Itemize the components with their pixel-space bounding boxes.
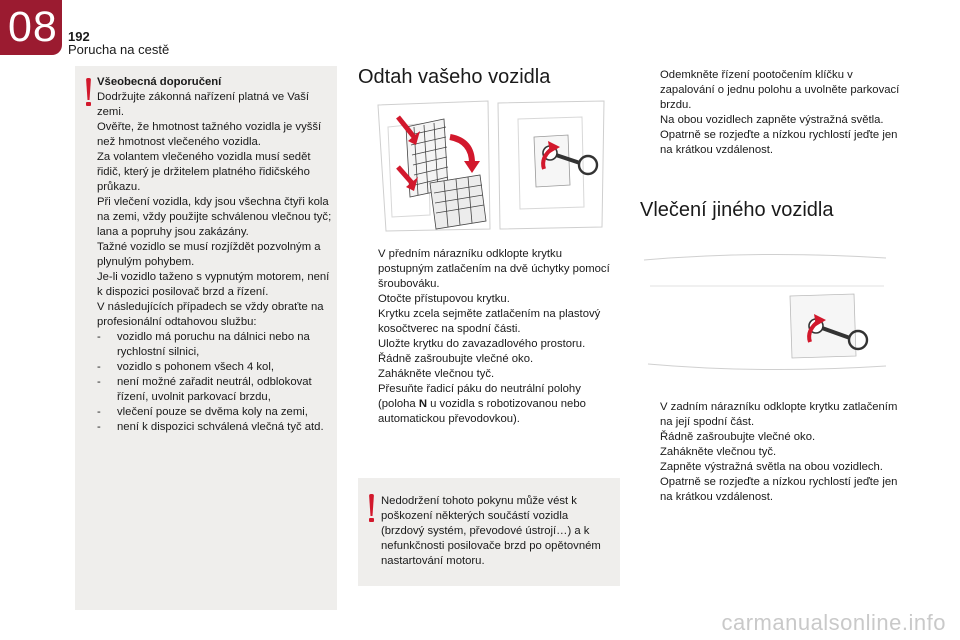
- recommendation-paragraph: Je-li vozidlo taženo s vypnutým motorem, není k dispozici posilovač brzd a řízení.: [97, 271, 330, 298]
- page-number: 192: [68, 29, 90, 44]
- dash-list-item: - není k dispozici schválená vlečná tyč atd.: [97, 421, 324, 433]
- warning-note-text: Nedodržení tohoto pokynu může vést k poškození některých součástí vozidla (brzdový systém, převodové ústrojí…) a k nefunkčnosti posilovače brzd po opětovném nastartování motoru.: [381, 495, 601, 567]
- step-item: Otočte přístupovou krytku.: [378, 293, 510, 305]
- step-item: Zahákněte vlečnou tyč.: [660, 446, 777, 458]
- front-tow-eye-illustration: [368, 97, 610, 234]
- step-item: Řádně zašroubujte vlečné oko.: [660, 431, 816, 443]
- towing-own-title: Odtah vašeho vozidla: [358, 66, 551, 88]
- rear-tow-eye-illustration: [640, 246, 890, 376]
- step-item: Odemkněte řízení pootočením klíčku v zapalování o jednu polohu a uvolněte parkovací brzdu.: [660, 69, 900, 111]
- step-item: Zahákněte vlečnou tyč.: [378, 368, 495, 380]
- step-item: Opatrně se rozjeďte a nízkou rychlostí jeďte jen na krátkou vzdálenost.: [660, 129, 898, 156]
- dash-list-item: - není možné zařadit neutrál, odblokovat řízení, uvolnit parkovací brzdu,: [97, 376, 312, 403]
- step-item: Uložte krytku do zavazadlového prostoru.: [378, 338, 586, 350]
- general-recommendations-heading: Všeobecná doporučení: [97, 76, 222, 88]
- recommendation-paragraph: Tažné vozidlo se musí rozjíždět pozvolným a plynulým pohybem.: [97, 241, 321, 268]
- step-item: Zapněte výstražná světla na obou vozidlech.: [660, 461, 883, 473]
- step-item: V zadním nárazníku odklopte krytku zatlačením na její spodní část.: [660, 401, 898, 428]
- recommendation-paragraph: V následujících případech se vždy obraťte na profesionální odtahovou službu:: [97, 301, 324, 328]
- general-recommendations-text: [97, 75, 333, 435]
- towing-own-continued-steps: [640, 68, 902, 158]
- recommendation-paragraph: Dodržujte zákonná nařízení platná ve Vaší zemi.: [97, 91, 310, 118]
- watermark-text: carmanualsonline.info: [721, 610, 946, 635]
- chapter-tab: [0, 0, 62, 55]
- towing-other-steps: [640, 400, 902, 505]
- warning-exclamation-icon: [369, 494, 374, 522]
- warning-exclamation-icon: [86, 78, 91, 106]
- recommendation-paragraph: Při vlečení vozidla, kdy jsou všechna čtyři kola na zemi, vždy použijte schválenou vlečnou tyč; lana a popruhy jsou zakázány.: [97, 196, 332, 238]
- chapter-number: 08: [8, 3, 58, 51]
- step-item-gear: Přesuňte řadicí páku do neutrální polohy (poloha N u vozidla s robotizovanou nebo automatickou převodovkou).: [378, 383, 586, 425]
- towing-other-title: Vlečení jiného vozidla: [640, 199, 834, 221]
- dash-list-item: - vozidlo má poruchu na dálnici nebo na rychlostní silnici,: [97, 331, 310, 358]
- recommendation-paragraph: Ověřte, že hmotnost tažného vozidla je vyšší než hmotnost vlečeného vozidla.: [97, 121, 322, 148]
- step-item: Krytku zcela sejměte zatlačením na plastový kosočtverec na spodní části.: [378, 308, 601, 335]
- towing-own-steps: [358, 247, 620, 427]
- page-section-title: Porucha na cestě: [68, 42, 170, 57]
- step-item: Řádně zašroubujte vlečné oko.: [378, 353, 534, 365]
- recommendation-paragraph: Za volantem vlečeného vozidla musí sedět řidič, který je držitelem platného řidičského průkazu.: [97, 151, 311, 193]
- step-item: Na obou vozidlech zapněte výstražná světla.: [660, 114, 884, 126]
- dash-list-item: - vozidlo s pohonem všech 4 kol,: [97, 361, 274, 373]
- dash-list-item: - vlečení pouze se dvěma koly na zemi,: [97, 406, 308, 418]
- step-item: V předním nárazníku odklopte krytku postupným zatlačením na dvě úchytky pomocí šroubováku.: [378, 248, 610, 290]
- step-item: Opatrně se rozjeďte a nízkou rychlostí jeďte jen na krátkou vzdálenost.: [660, 476, 898, 503]
